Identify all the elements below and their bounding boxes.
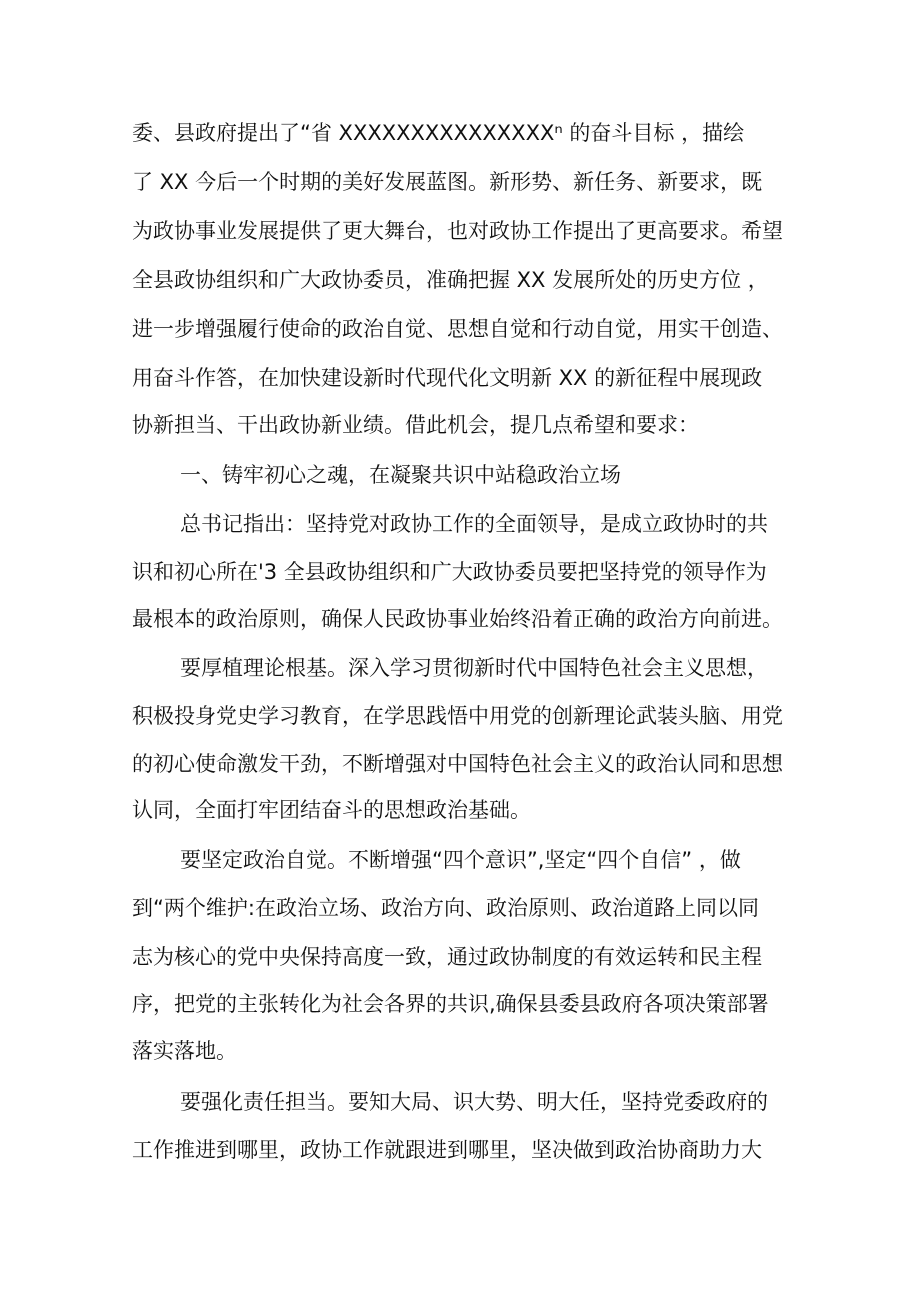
text-line-22: 工作推进到哪里，政协工作就跟进到哪里，坚决做到政治协商助力大 <box>132 1138 762 1162</box>
text-line-15: 认同，全面打牢团结奋斗的思想政治基础。 <box>132 798 531 822</box>
text-line-10: 识和初心所在'3 全县政协组织和广大政协委员要把坚持党的领导作为 <box>132 560 767 584</box>
text-line-13: 积极投身党史学习教育，在学思践悟中用党的创新理论武装头脑、用党 <box>132 704 783 728</box>
text-line-1: 委、县政府提出了“省 XXXXXXXXXXXXXXXⁿ 的奋斗目标 ，描绘 <box>132 121 745 145</box>
text-line-16: 要坚定政治自觉。不断增强“四个意识”,坚定“四个自信” ，做 <box>180 848 741 872</box>
text-line-18: 志为核心的党中央保持高度一致，通过政协制度的有效运转和民主程 <box>132 945 762 969</box>
text-line-21: 要强化责任担当。要知大局、识大势、明大任，坚持党委政府的 <box>180 1090 768 1114</box>
text-line-9: 总书记指出：坚持党对政协工作的全面领导，是成立政协时的共 <box>180 512 768 536</box>
text-line-19: 序，把党的主张转化为社会各界的共识,确保县委县政府各项决策部署 <box>132 992 769 1016</box>
text-line-5: 进一步增强履行使命的政治自觉、思想自觉和行动自觉，用实干创造、 <box>132 317 783 341</box>
text-line-3: 为政协事业发展提供了更大舞台，也对政协工作提出了更高要求。希望 <box>132 219 783 243</box>
text-line-20: 落实落地。 <box>132 1039 237 1063</box>
text-line-11: 最根本的政治原则，确保人民政协事业始终沿着正确的政治方向前进。 <box>132 607 783 631</box>
section-heading-1: 一、铸牢初心之魂，在凝聚共识中站稳政治立场 <box>180 463 621 487</box>
text-line-7: 协新担当、干出政协新业绩。借此机会，提几点希望和要求： <box>132 413 699 437</box>
text-line-14: 的初心使命激发干劲，不断增强对中国特色社会主义的政治认同和思想 <box>132 752 783 776</box>
text-line-17: 到“两个维护:在政治立场、政治方向、政治原则、政治道路上同以同 <box>132 896 759 920</box>
text-line-6: 用奋斗作答，在加快建设新时代现代化文明新 XX 的新征程中展现政 <box>132 366 763 390</box>
text-line-2: 了 XX 今后一个时期的美好发展蓝图。新形势、新任务、新要求，既 <box>132 170 763 194</box>
text-line-12: 要厚植理论根基。深入学习贯彻新时代中国特色社会主义思想， <box>180 656 768 680</box>
text-line-4: 全县政协组织和广大政协委员，准确把握 XX 发展所处的历史方位 ， <box>132 268 769 292</box>
